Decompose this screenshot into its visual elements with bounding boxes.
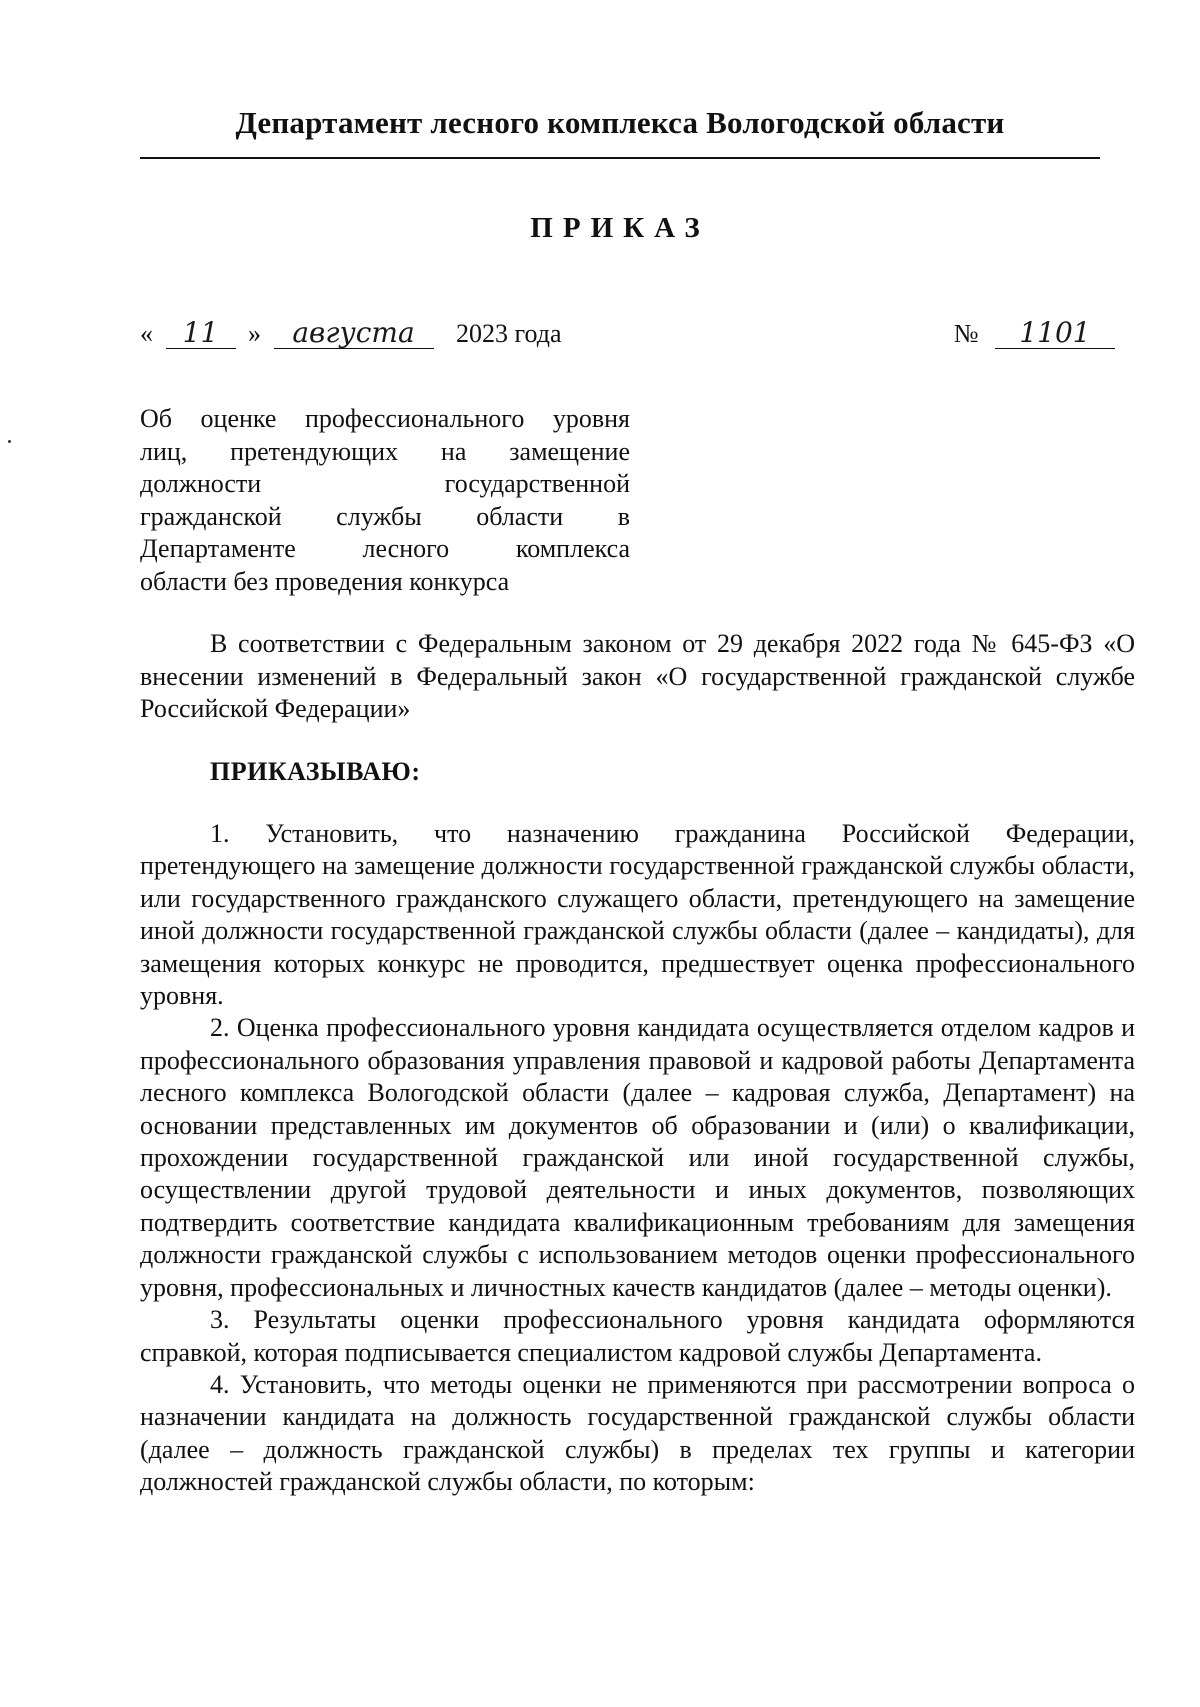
organization-title: Департамент лесного комплекса Вологодской области	[235, 105, 1005, 140]
scan-speck	[8, 440, 11, 443]
order-directive-heading: ПРИКАЗЫВАЮ:	[210, 757, 421, 786]
clause-4: 4. Установить, что методы оценки не применяются при рассмотрении вопроса о назначении кандидата на должность государственной гражданской службы области (далее – должность гражданской службы) в пределах тех группы и категории должностей гражданской службы области, по которым:	[140, 1369, 1135, 1497]
order-clauses	[140, 818, 1135, 1499]
date-month-handwritten: августа	[274, 318, 434, 349]
date-year: 2023 года	[456, 319, 562, 348]
document-subject	[140, 403, 630, 598]
document-number	[954, 318, 1115, 349]
date-open-quote: «	[140, 319, 153, 348]
date-day-handwritten: 11	[166, 318, 236, 349]
number-handwritten: 1101	[995, 318, 1115, 349]
document-type-heading: ПРИКАЗ	[530, 212, 710, 244]
legal-basis-paragraph: В соответствии с Федеральным законом от 29 декабря 2022 года № 645-ФЗ «О внесении изменений в Федеральный закон «О государственной гражданской службе Российской Федерации»	[140, 629, 1135, 723]
document-date	[140, 318, 562, 358]
header-divider	[140, 157, 1100, 159]
subject-line: Департаменте лесного комплекса	[140, 534, 630, 563]
clause-3: 3. Результаты оценки профессионального уровня кандидата оформляются справкой, которая подписывается специалистом кадровой службы Департамента.	[140, 1305, 1135, 1367]
subject-line: гражданской службы области в	[140, 501, 630, 531]
subject-line: лиц, претендующих на замещение	[140, 436, 630, 466]
clause-1: 1. Установить, что назначению гражданина Российской Федерации, претендующего на замещение должности государственной гражданской службы области, или государственного гражданского служащего области, претендующего на замещение иной должности государственной гражданской службы области (далее – кандидаты), для замещения которых конкурс не проводится, предшествует оценка профессионального уровня.	[140, 819, 1135, 1011]
clause-2: 2. Оценка профессионального уровня кандидата осуществляется отделом кадров и профессионального образования управления правовой и кадровой работы Департамента лесного комплекса Вологодской области (далее – кадровая служба, Департамент) на основании представленных им документов об образовании и (или) о квалификации, прохождении государственной гражданской или иной государственной службы, осуществлении другой трудовой деятельности и иных документов, позволяющих подтвердить соответствие кандидата квалификационным требованиям для замещения должности гражданской службы с использованием методов оценки профессионального уровня, профессиональных и личностных качеств кандидатов (далее – методы оценки).	[140, 1013, 1135, 1302]
subject-line: области без проведения конкурса	[140, 566, 510, 596]
date-close-quote: »	[248, 319, 261, 348]
number-sign: №	[953, 319, 979, 348]
subject-line: должности государственной	[140, 469, 630, 498]
subject-line: Об оценке профессионального уровня	[140, 404, 630, 433]
